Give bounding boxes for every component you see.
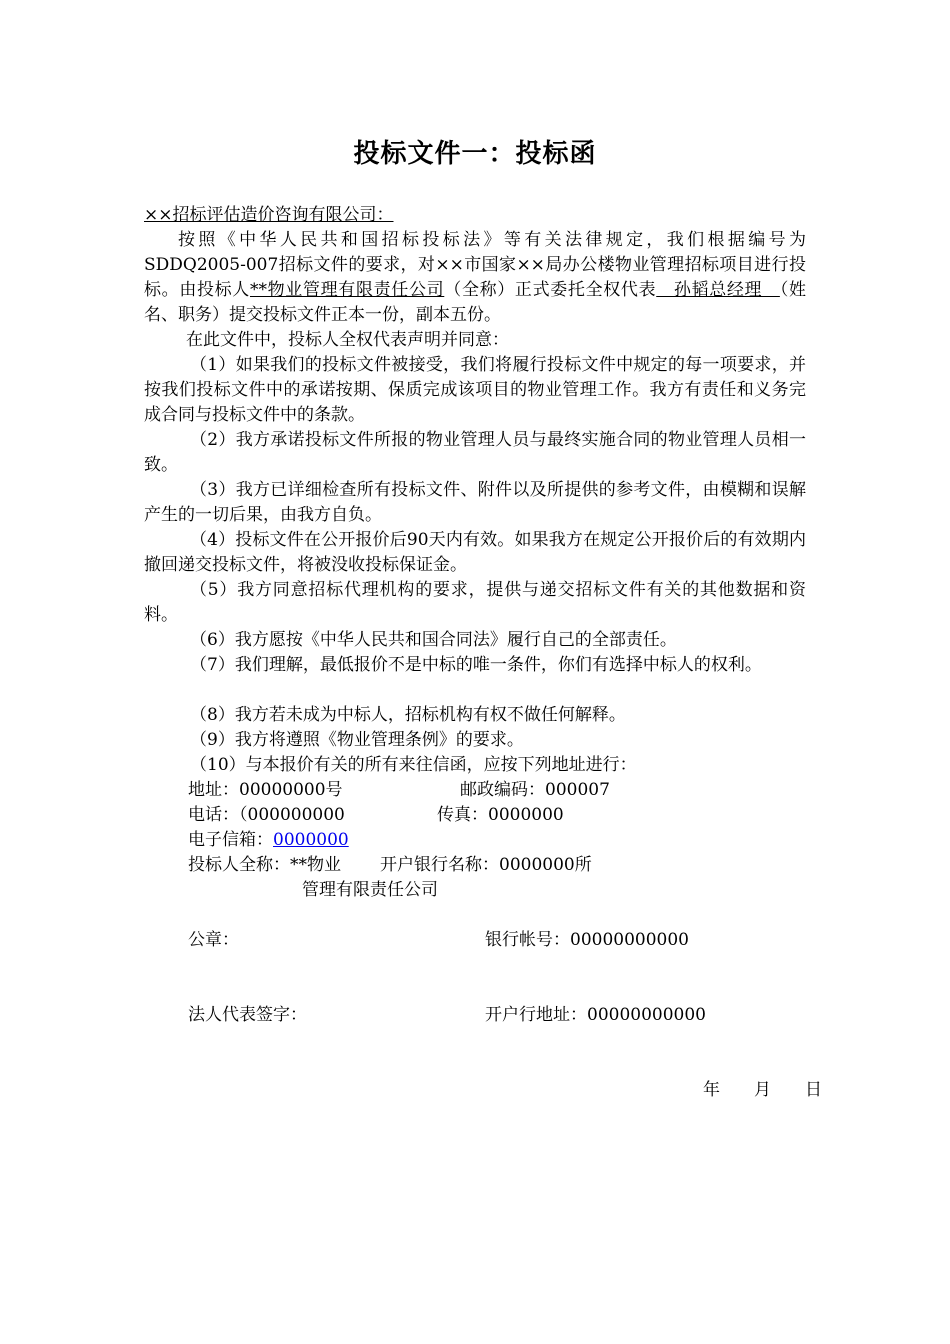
bidder-name-cont: 管理有限责任公司 [302, 880, 438, 900]
fax: 传真：0000000 [437, 805, 564, 825]
email-link[interactable]: 0000000 [273, 830, 349, 850]
item-3: （3）我方已详细检查所有投标文件、附件以及所提供的参考文件，由模糊和误解产生的一切后果，由我方自负。 [144, 480, 806, 525]
item-8: （8）我方若未成为中标人，招标机构有权不做任何解释。 [190, 705, 626, 725]
item-6: （6）我方愿按《中华人民共和国合同法》履行自己的全部责任。 [190, 630, 677, 650]
bank-address: 开户行地址：00000000000 [485, 1005, 706, 1025]
date-line: 年 月 日 [703, 1080, 822, 1100]
item-4: （4）投标文件在公开报价后90天内有效。如果我方在规定公开报价后的有效期内撤回递交投标文件，将被没收投标保证金。 [144, 530, 806, 575]
intro-text-1: 按照《中华人民共和国招标投标法》等有关法律规定，我们根据编号为SDDQ2005-007招标文件的要求，对××市国家××局办公楼物业管理招标项目进行投标。由投标人 [144, 230, 806, 300]
bidder-company: **物业管理有限责任公司 [249, 280, 445, 300]
item-5: （5）我方同意招标代理机构的要求，提供与递交招标文件有关的其他数据和资料。 [144, 580, 806, 625]
item-1: （1）如果我们的投标文件被接受，我们将履行投标文件中规定的每一项要求，并按我们投标文件中的承诺按期、保质完成该项目的物业管理工作。我方有责任和义务完成合同与投标文件中的条款。 [144, 355, 806, 425]
representative: 孙韬总经理 [656, 280, 780, 300]
intro-paragraph [144, 228, 806, 328]
intro-text-3: （姓名、职务）提交投标文件正本一份，副本五份。 [144, 280, 807, 325]
item-2: （2）我方承诺投标文件所报的物业管理人员与最终实施合同的物业管理人员相一致。 [144, 430, 806, 475]
bank-name: 开户银行名称：0000000所 [380, 855, 592, 875]
email-label: 电子信箱： [188, 830, 273, 850]
declaration: 在此文件中，投标人全权代表声明并同意： [186, 330, 509, 350]
phone: 电话：（000000000 [188, 805, 345, 825]
email-row [188, 828, 349, 853]
item-10: （10）与本报价有关的所有来往信函，应按下列地址进行： [190, 755, 637, 775]
postcode: 邮政编码：000007 [460, 780, 610, 800]
item-7: （7）我们理解，最低报价不是中标的唯一条件，你们有选择中标人的权利。 [190, 655, 762, 675]
bank-account: 银行帐号：00000000000 [485, 930, 689, 950]
legal-signature-label: 法人代表签字： [188, 1005, 307, 1025]
address: 地址：00000000号 [188, 780, 343, 800]
item-9: （9）我方将遵照《物业管理条例》的要求。 [190, 730, 524, 750]
seal-label: 公章： [188, 930, 239, 950]
bidder-name: 投标人全称：**物业 [188, 855, 341, 875]
addressee: ××招标评估造价咨询有限公司： [144, 205, 394, 225]
intro-text-2: （全称）正式委托全权代表 [444, 280, 657, 300]
page-title: 投标文件一：投标函 [353, 139, 597, 169]
